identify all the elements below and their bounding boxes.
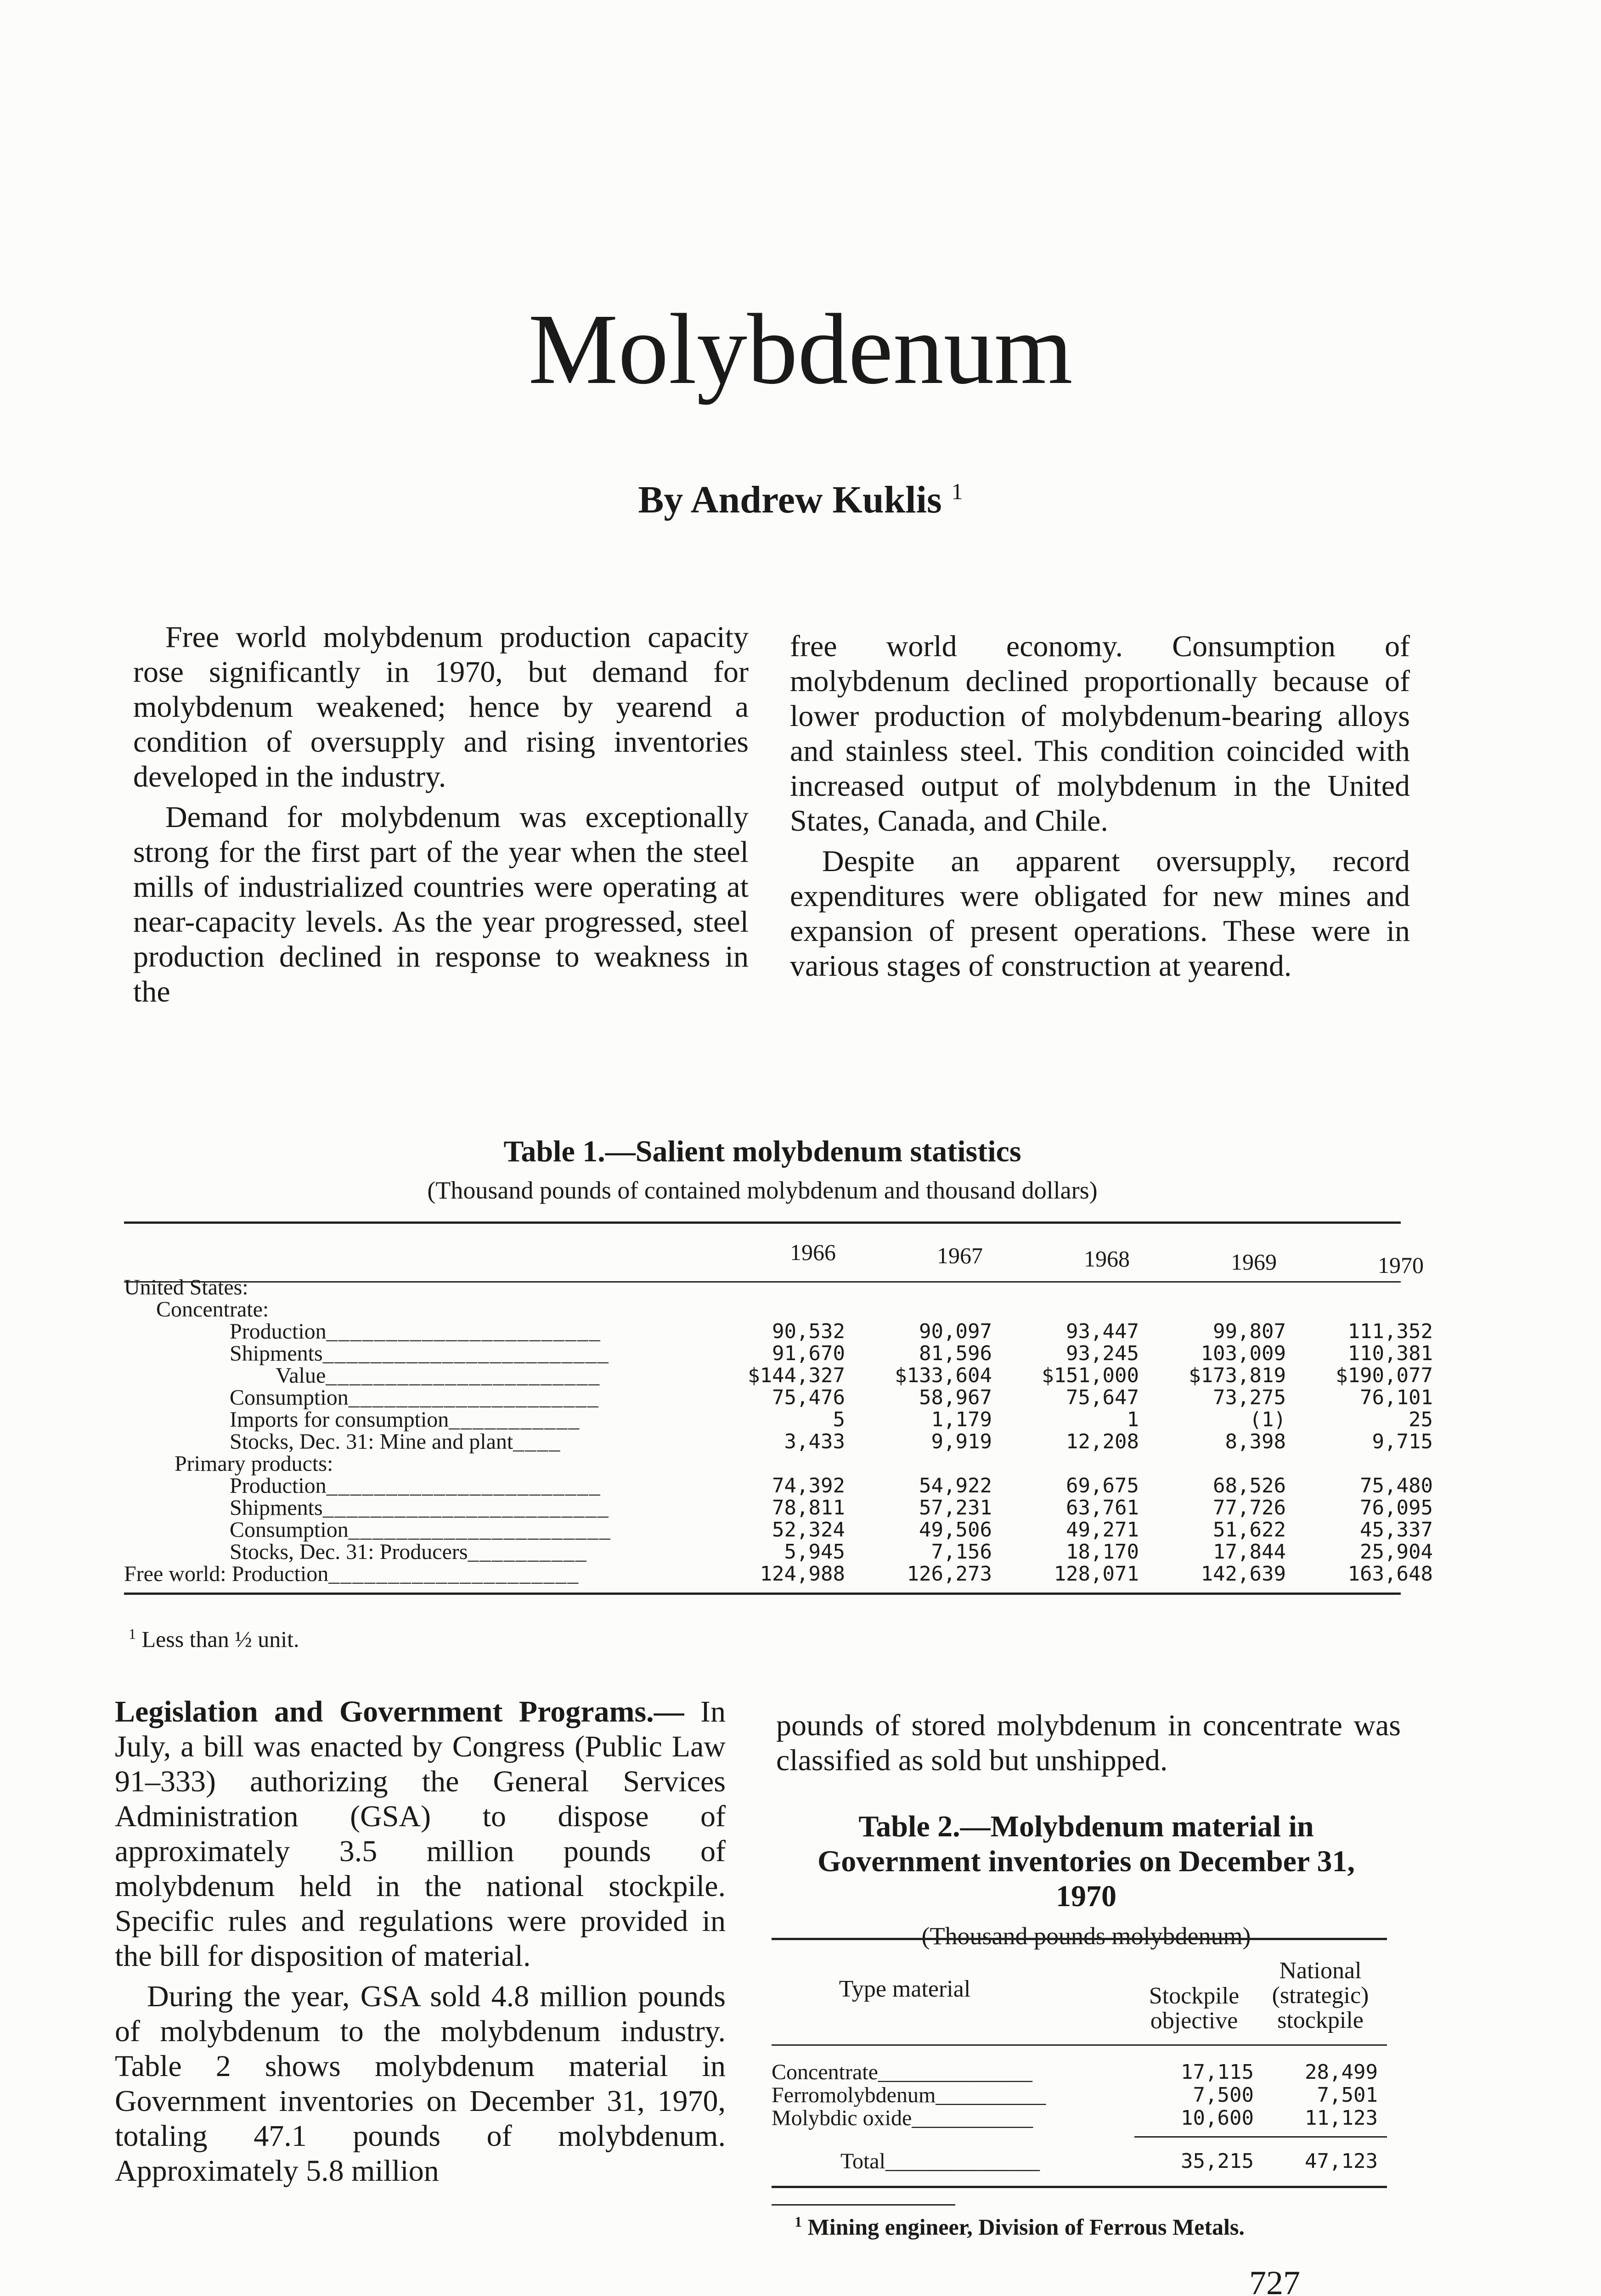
- cell: 103,009: [1201, 1342, 1286, 1365]
- table1-year-header: 1970: [1378, 1252, 1424, 1278]
- cell: 9,919: [931, 1430, 992, 1453]
- table1-bottom-rule: [124, 1593, 1401, 1595]
- cell: 81,596: [919, 1342, 992, 1365]
- cell: 58,967: [919, 1386, 992, 1409]
- cell: 5,945: [784, 1540, 845, 1564]
- footnote-mark: 1: [795, 2213, 802, 2230]
- table2-top-rule: [772, 1938, 1387, 1940]
- cell: (1): [1249, 1408, 1286, 1431]
- section-left-column: [115, 1694, 726, 2189]
- cell: 18,170: [1066, 1540, 1139, 1564]
- table2-row: Molybdic oxide___________ 10,600 11,123: [772, 2106, 1378, 2130]
- cell: 1: [1127, 1408, 1139, 1431]
- cell: $144,327: [748, 1364, 845, 1387]
- row-label: United States:: [124, 1275, 248, 1300]
- table1-row: Imports for consumption___________ 5 1,179 1 (1) 25: [230, 1407, 1433, 1432]
- table1-top-rule: [124, 1221, 1401, 1224]
- cell: 75,476: [772, 1386, 845, 1409]
- cell: $151,000: [1042, 1364, 1139, 1387]
- table1-caption-block: [115, 1134, 1410, 1205]
- section-text: In July, a bill was enacted by Congress (Public Law 91–333) authorizing the General Services Administration (GSA) to dispose of approximately 3.5 million pounds of molybdenum held in the national stockpile. Specific rules and regulations were provided in the bill for disposition of material.: [115, 1695, 726, 1973]
- table1-row: [115, 1299, 1401, 1321]
- intro-paragraph: Demand for molybdenum was exceptionally strong for the first part of the year when the steel mills of industrialized countries were operating at near-capacity levels. As the year progressed, steel production declined in response to weakness in the: [133, 800, 749, 1008]
- table2: [772, 1938, 1401, 2213]
- section-right-column: [776, 1708, 1401, 1778]
- table1-year-header: 1969: [1231, 1249, 1277, 1275]
- row-label: Production: [230, 1474, 327, 1498]
- table1-year-header: 1966: [790, 1239, 836, 1265]
- table1-row: Free world: Production_____________________ 124,988 126,273 128,071 142,639 163,648: [124, 1562, 1433, 1586]
- intro-paragraph: free world economy. Consumption of molybdenum declined proportionally because of lower production of molybdenum-bearing alloys and stainless steel. This condition coincided with increased output of molybdenum in the United States, Canada, and Chile.: [790, 630, 1410, 838]
- footnote-text: Less than ½ unit.: [141, 1626, 299, 1652]
- cell: 8,398: [1225, 1430, 1286, 1453]
- table1-row: Consumption_____________________ 75,476 58,967 75,647 73,275 76,101: [230, 1385, 1433, 1410]
- table1-row: Value_______________________ $144,327 $133,604 $151,000 $173,819 $190,077: [276, 1363, 1433, 1388]
- table2-caption: Table 2.—Molybdenum material in Government inventories on December 31, 1970: [817, 1810, 1355, 1913]
- cell: 9,715: [1372, 1430, 1433, 1453]
- section-heading: Legislation and Government Programs.—: [115, 1695, 684, 1728]
- table1-row: Consumption______________________ 52,324 49,506 49,271 51,622 45,337: [230, 1518, 1433, 1542]
- row-label: Shipments: [230, 1341, 323, 1366]
- cell: 63,761: [1066, 1496, 1139, 1519]
- table1: [115, 1221, 1433, 1635]
- cell: 52,324: [772, 1518, 845, 1542]
- table2-header-type: Type material: [839, 1976, 971, 2002]
- table2-total-row: Total______________ 35,215 47,123: [772, 2150, 1387, 2173]
- byline: [0, 478, 1601, 522]
- intro-paragraph: Despite an apparent oversupply, record expenditures were obligated for new mines and expansion of present operations. These were in various stages of construction at yearend.: [790, 844, 1410, 983]
- cell: 111,352: [1347, 1320, 1433, 1343]
- page-number: 727: [1249, 2264, 1300, 2296]
- author-name: By Andrew Kuklis: [638, 478, 942, 521]
- cell: 7,500: [1193, 2083, 1254, 2107]
- author-footnote-rule: [772, 2204, 955, 2206]
- section-paragraph: [115, 1694, 726, 1974]
- cell: 93,245: [1066, 1342, 1139, 1365]
- table1-row: Shipments________________________ 91,670 81,596 93,245 103,009 110,381: [230, 1341, 1433, 1366]
- table1-row: Production_______________________ 90,532 90,097 93,447 99,807 111,352: [230, 1319, 1433, 1344]
- row-label: Stocks, Dec. 31: Producers: [230, 1540, 468, 1564]
- row-label: Imports for consumption: [230, 1407, 449, 1432]
- row-label: Concentrate: [772, 2060, 878, 2084]
- table2-caption-block: [772, 1809, 1401, 1951]
- cell: 90,097: [919, 1320, 992, 1343]
- cell: 28,499: [1305, 2060, 1378, 2084]
- cell: 35,215: [1181, 2150, 1254, 2173]
- table1-row: Shipments________________________ 78,811 57,231 63,761 77,726 76,095: [230, 1496, 1433, 1520]
- table2-header-rule: [772, 2044, 1387, 2046]
- cell: 51,622: [1213, 1518, 1286, 1542]
- table1-year-header: 1967: [937, 1243, 983, 1268]
- footnote-mark: 1: [129, 1626, 136, 1642]
- cell: 45,337: [1360, 1518, 1433, 1542]
- table1-row: [115, 1277, 1401, 1299]
- cell: 1,179: [931, 1408, 992, 1431]
- table1-row: Stocks, Dec. 31: Producers__________ 5,945 7,156 18,170 17,844 25,904: [230, 1540, 1433, 1564]
- table2-total-rule: [1134, 2136, 1387, 2138]
- cell: 76,101: [1360, 1386, 1433, 1409]
- cell: 126,273: [907, 1562, 992, 1586]
- row-label: Production: [230, 1319, 327, 1344]
- cell: 110,381: [1347, 1342, 1433, 1365]
- intro-paragraph: Free world molybdenum production capacity rose significantly in 1970, but demand for molybdenum weakened; hence by yearend a condition of oversupply and rising inventories developed in the industry.: [133, 620, 749, 793]
- cell: 90,532: [772, 1320, 845, 1343]
- cell: 75,480: [1360, 1474, 1433, 1497]
- table2-subcaption: (Thousand pounds molybdenum): [921, 1922, 1251, 1950]
- cell: 12,208: [1066, 1430, 1139, 1453]
- row-label: Concentrate:: [156, 1297, 269, 1322]
- cell: 75,647: [1066, 1386, 1139, 1409]
- cell: $190,077: [1336, 1364, 1433, 1387]
- cell: 124,988: [760, 1562, 845, 1586]
- cell: 69,675: [1066, 1474, 1139, 1497]
- cell: 68,526: [1213, 1474, 1286, 1497]
- cell: 17,115: [1181, 2060, 1254, 2084]
- table2-header-stockpile: Stockpile objective: [1149, 1983, 1240, 2034]
- cell: 78,811: [772, 1496, 845, 1519]
- cell: $133,604: [895, 1364, 992, 1387]
- row-label: Value: [276, 1363, 326, 1388]
- cell: 54,922: [919, 1474, 992, 1497]
- row-label: Stocks, Dec. 31: Mine and plant: [230, 1429, 513, 1454]
- row-label: Consumption: [230, 1518, 349, 1542]
- cell: 5: [833, 1408, 845, 1431]
- table1-row: [115, 1453, 1401, 1475]
- cell: 57,231: [919, 1496, 992, 1519]
- table2-bottom-rule: [772, 2186, 1387, 2188]
- row-label: Ferromolybdenum: [772, 2083, 936, 2107]
- table1-row: Production_______________________ 74,392 54,922 69,675 68,526 75,480: [230, 1474, 1433, 1498]
- cell: 99,807: [1213, 1320, 1286, 1343]
- table2-row: Concentrate______________ 17,115 28,499: [772, 2060, 1378, 2084]
- table2-header-national: National (strategic) stockpile: [1272, 1958, 1369, 2033]
- cell: 3,433: [784, 1430, 845, 1453]
- cell: 77,726: [1213, 1496, 1286, 1519]
- row-label: Shipments: [230, 1496, 323, 1520]
- author-footnote: [795, 2213, 1245, 2240]
- cell: 74,392: [772, 1474, 845, 1497]
- table1-subcaption: (Thousand pounds of contained molybdenum and thousand dollars): [427, 1176, 1098, 1204]
- cell: 7,501: [1317, 2083, 1378, 2107]
- cell: 10,600: [1181, 2106, 1254, 2130]
- row-label: Total: [840, 2149, 885, 2173]
- table2-row: Ferromolybdenum__________ 7,500 7,501: [772, 2083, 1378, 2107]
- table1-year-header: 1968: [1084, 1246, 1130, 1272]
- cell: 163,648: [1347, 1562, 1433, 1586]
- byline-footnote-mark: 1: [951, 478, 963, 504]
- cell: 7,156: [931, 1540, 992, 1564]
- section-paragraph: pounds of stored molybdenum in concentrate was classified as sold but unshipped.: [776, 1709, 1401, 1777]
- intro-right-column: [790, 629, 1410, 984]
- cell: 73,275: [1213, 1386, 1286, 1409]
- row-label: Molybdic oxide: [772, 2106, 912, 2130]
- section-paragraph: During the year, GSA sold 4.8 million pounds of molybdenum to the molybdenum industry. Table 2 shows molybdenum material in Government inventories on December 31, 1970, totaling 47.1 pounds of molybdenum. Approximately 5.8 million: [115, 1980, 726, 2188]
- table1-row: Stocks, Dec. 31: Mine and plant____ 3,433 9,919 12,208 8,398 9,715: [230, 1429, 1433, 1454]
- cell: 93,447: [1066, 1320, 1139, 1343]
- page-title: Molybdenum: [528, 293, 1073, 405]
- cell: 25,904: [1360, 1540, 1433, 1564]
- cell: $173,819: [1189, 1364, 1286, 1387]
- cell: 142,639: [1201, 1562, 1286, 1586]
- cell: 47,123: [1305, 2150, 1378, 2173]
- cell: 11,123: [1305, 2106, 1378, 2130]
- cell: 91,670: [772, 1342, 845, 1365]
- cell: 76,095: [1360, 1496, 1433, 1519]
- intro-left-column: [133, 620, 749, 1009]
- cell: 17,844: [1213, 1540, 1286, 1564]
- cell: 25: [1409, 1408, 1433, 1431]
- cell: 49,271: [1066, 1518, 1139, 1542]
- cell: 128,071: [1054, 1562, 1139, 1586]
- row-label: Consumption: [230, 1385, 349, 1410]
- row-label: Free world: Production: [124, 1562, 329, 1586]
- footnote-text: Mining engineer, Division of Ferrous Metals.: [807, 2214, 1245, 2240]
- row-label: Primary products:: [175, 1452, 333, 1476]
- table1-footnote: [129, 1626, 299, 1653]
- cell: 49,506: [919, 1518, 992, 1542]
- table1-caption: Table 1.—Salient molybdenum statistics: [503, 1135, 1021, 1168]
